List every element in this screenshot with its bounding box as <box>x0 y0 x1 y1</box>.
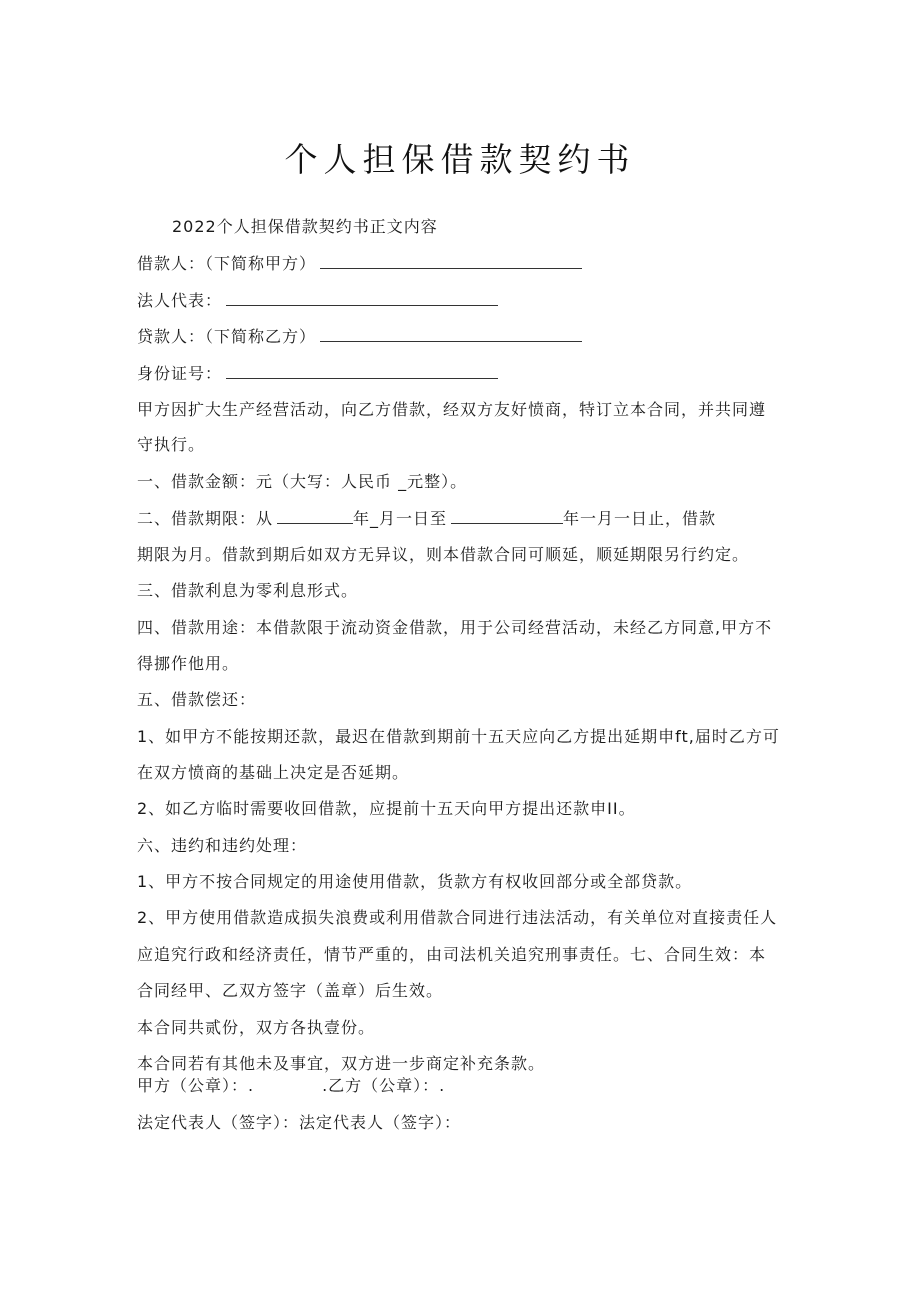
id-number-field <box>137 364 498 384</box>
clause-breach-2-line-1: 2、甲方使用借款造成损失浪费或利用借款合同进行违法活动，有关单位对直接责任人 <box>137 908 778 927</box>
clause-repay-1-line-1: 1、如甲方不能按期还款，最迟在借款到期前十五天应向乙方提出延期申ft,届时乙方可 <box>137 727 780 746</box>
legal-rep-blank <box>226 291 498 306</box>
clause-breach-heading: 六、违约和违约处理： <box>137 836 308 855</box>
term-mid: 年_月一日至 <box>353 509 448 528</box>
borrower-field <box>137 254 582 274</box>
lender-label: 贷款人：（下简称乙方） <box>137 327 317 346</box>
clause-repay-1-line-2: 在双方愤商的基础上决定是否延期。 <box>137 763 410 782</box>
term-year-blank <box>277 509 353 524</box>
clause-breach-1: 1、甲方不按合同规定的用途使用借款，货款方有权收回部分或全部贷款。 <box>137 872 693 891</box>
subtitle: 2022个人担保借款契约书正文内容 <box>172 217 438 236</box>
paragraph-intro-line-1: 甲方因扩大生产经营活动，向乙方借款，经双方友好愤商，特订立本合同，并共同遵 <box>137 400 767 419</box>
id-number-label: 身份证号： <box>137 364 223 383</box>
clause-repay-heading: 五、借款偿还： <box>137 690 257 709</box>
term-end-blank <box>451 509 563 524</box>
clause-breach-2-line-3: 合同经甲、乙双方签字（盖章）后生效。 <box>137 981 444 1000</box>
document-title: 个人担保借款契约书 <box>284 140 636 179</box>
legal-rep-field <box>137 291 498 311</box>
seal-line: 甲方（公章）：. .乙方（公章）：. <box>137 1076 446 1095</box>
clause-supplement: 本合同若有其他未及事宜，双方进一步商定补充条款。 <box>137 1054 546 1073</box>
clause-amount: 一、借款金额：元（大写：人民币 _元整）。 <box>137 472 468 491</box>
term-end: 年一月一日止，借款 <box>563 509 717 528</box>
clause-interest: 三、借款利息为零利息形式。 <box>137 581 359 600</box>
clause-term-line-1 <box>137 509 716 529</box>
clause-term-line-2: 期限为月。借款到期后如双方无异议，则本借款合同可顺延，顺延期限另行约定。 <box>137 545 750 564</box>
id-number-blank <box>226 364 498 379</box>
clause-breach-2-line-2: 应追究行政和经济责任，情节严重的，由司法机关追究刑事责任。七、合同生效：本 <box>137 945 767 964</box>
paragraph-intro-line-2: 守执行。 <box>137 435 206 454</box>
clause-repay-2: 2、如乙方临时需要收回借款，应提前十五天向甲方提出还款申II。 <box>137 799 636 818</box>
clause-purpose-line-2: 得挪作他用。 <box>137 654 240 673</box>
lender-field <box>137 327 582 347</box>
borrower-blank <box>320 254 582 269</box>
borrower-label: 借款人：（下简称甲方） <box>137 254 317 273</box>
lender-blank <box>320 327 582 342</box>
term-label: 二、借款期限：从 <box>137 509 274 528</box>
signature-line: 法定代表人（签字）：法定代表人（签字）： <box>137 1113 462 1132</box>
legal-rep-label: 法人代表： <box>137 291 223 310</box>
clause-copies: 本合同共贰份，双方各执壹份。 <box>137 1018 376 1037</box>
clause-purpose-line-1: 四、借款用途：本借款限于流动资金借款，用于公司经营活动，未经乙方同意,甲方不 <box>137 618 773 637</box>
